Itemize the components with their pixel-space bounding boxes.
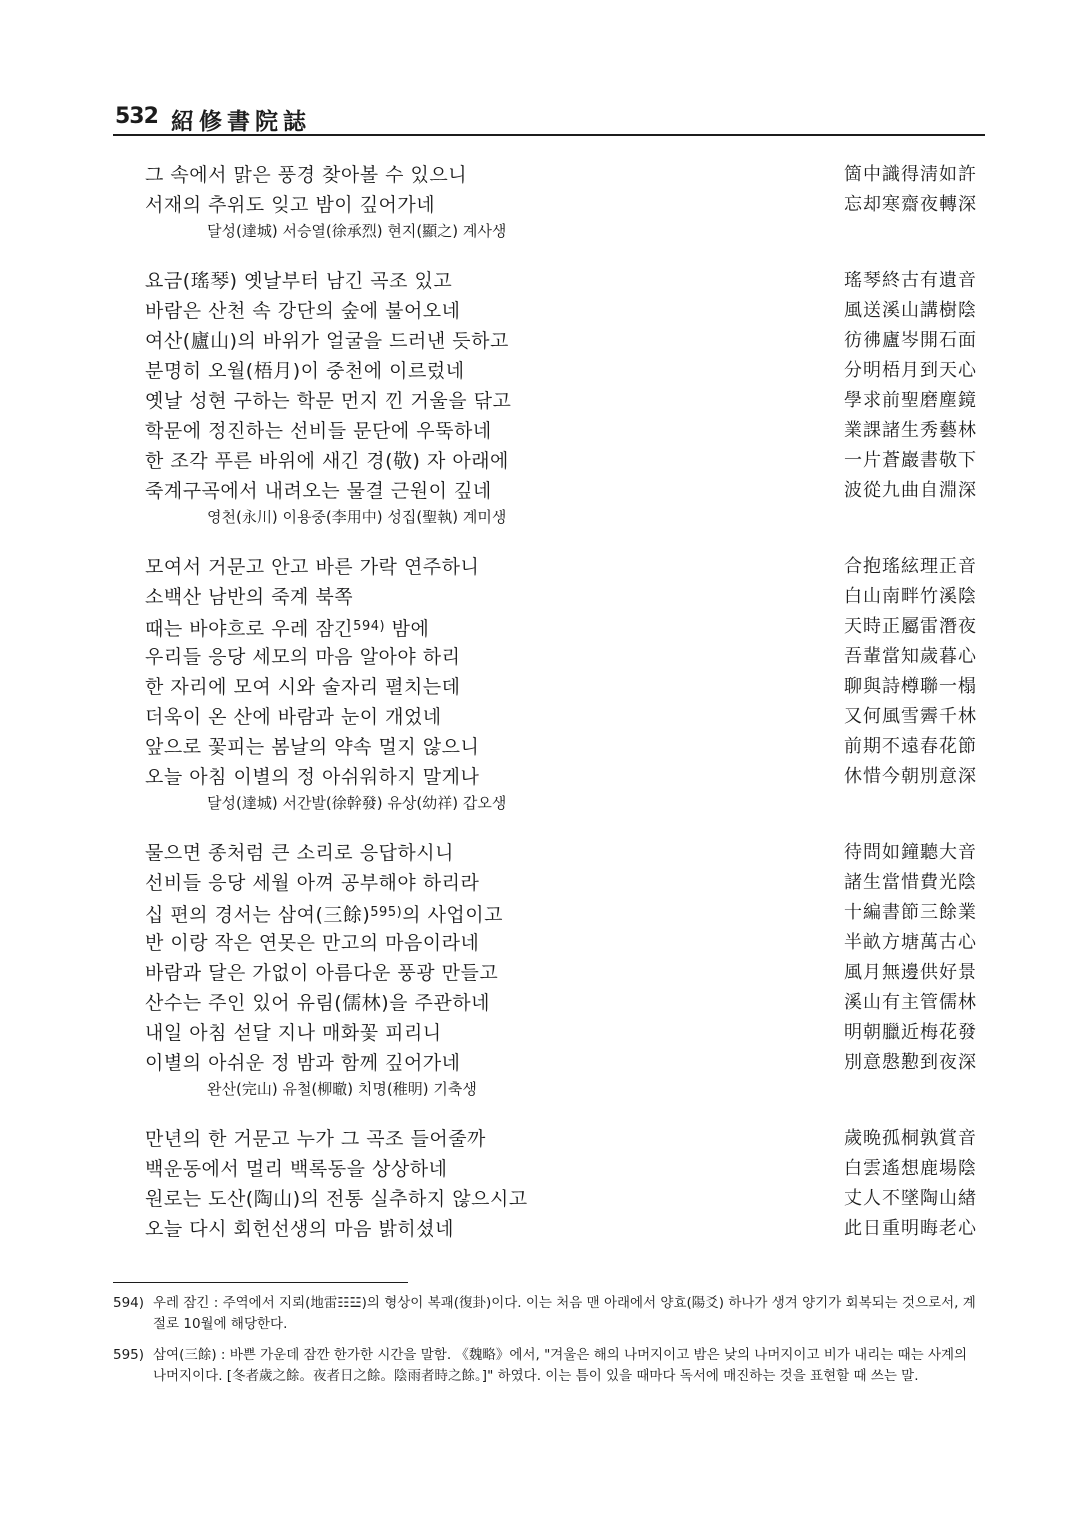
verse-line: [145, 988, 977, 1018]
classical-chinese-verse: 聊與詩樽聯一榻: [844, 676, 977, 697]
footnote-ref: 595): [370, 905, 403, 920]
verse-line: [145, 160, 977, 190]
verse-line: [145, 1154, 977, 1184]
korean-text: 분명히 오월(梧月)이 중천에 이르렀네: [145, 360, 465, 382]
korean-translation: [145, 958, 498, 988]
korean-text: 바람은 산천 속 강단의 숲에 불어오네: [145, 300, 461, 322]
korean-translation: [145, 446, 509, 476]
verse-line: [145, 898, 977, 928]
verse-line: [145, 762, 977, 792]
korean-translation: [145, 266, 452, 296]
korean-translation: [145, 1048, 461, 1078]
korean-translation: [145, 702, 442, 732]
poem-block: [145, 552, 977, 816]
korean-text: 옛날 성현 구하는 학문 먼지 낀 거울을 닦고: [145, 390, 512, 412]
verse-line: [145, 1048, 977, 1078]
korean-translation: [145, 1154, 447, 1184]
korean-text: 한 조각 푸른 바위에 새긴 경(敬) 자 아래에: [145, 450, 509, 472]
korean-text: 내일 아침 섣달 지나 매화꽃 피리니: [145, 1022, 442, 1044]
korean-text: 반 이랑 작은 연못은 만고의 마음이라네: [145, 932, 480, 954]
classical-chinese-verse: 十編書節三餘業: [844, 902, 977, 923]
classical-chinese-verse: 合抱瑤絃理正音: [844, 556, 977, 577]
classical-chinese-verse: 待問如鐘聽大音: [844, 842, 977, 863]
poem-block: [145, 266, 977, 530]
poem-author: 달성(達城) 서승열(徐承烈) 현지(顯之) 계사생: [207, 222, 507, 240]
classical-chinese-verse: 吾輩當知歲暮心: [844, 646, 977, 667]
verse-line: [145, 612, 977, 642]
poem-content: [145, 160, 977, 1266]
classical-chinese-verse: 明朝臘近梅花發: [844, 1022, 977, 1043]
verse-line: [145, 732, 977, 762]
footnote-text: 우레 잠긴 : 주역에서 지뢰(地雷☷☳)의 형상이 복괘(復卦)이다. 이는 처음 맨 아래에서 양효(陽爻) 하나가 생겨 양기가 회복되는 것으로서, 계절로 10월에 해당한다.: [153, 1295, 976, 1332]
korean-text: 여산(廬山)의 바위가 얼굴을 드러낸 듯하고: [145, 330, 509, 352]
verse-line: [145, 642, 977, 672]
korean-text: 오늘 아침 이별의 정 아쉬워하지 말게나: [145, 766, 480, 788]
classical-chinese-verse: 白山南畔竹溪陰: [844, 586, 977, 607]
verse-line: [145, 446, 977, 476]
verse-line: [145, 552, 977, 582]
korean-text: 앞으로 꽃피는 봄날의 약속 멀지 않으니: [145, 736, 480, 758]
korean-text-cont: 밤에: [385, 618, 430, 640]
korean-text: 죽계구곡에서 내려오는 물결 근원이 깊네: [145, 480, 492, 502]
poem-block: [145, 1124, 977, 1244]
classical-chinese-verse: 學求前聖磨塵鏡: [844, 390, 977, 411]
verse-line: [145, 386, 977, 416]
korean-translation: [145, 732, 479, 762]
book-title: 紹修書院誌: [171, 108, 311, 135]
footnote-594: [113, 1293, 983, 1335]
korean-translation: [145, 988, 490, 1018]
korean-translation: [145, 582, 353, 612]
classical-chinese-verse: 諸生當惜費光陰: [844, 872, 977, 893]
verse-line: [145, 582, 977, 612]
page-number: 532: [115, 104, 158, 129]
korean-text: 바람과 달은 가없이 아름다운 풍광 만들고: [145, 962, 499, 984]
korean-text: 학문에 정진하는 선비들 문단에 우뚝하네: [145, 420, 492, 442]
poem-block: [145, 838, 977, 1102]
verse-line: [145, 476, 977, 506]
korean-translation: [145, 326, 509, 356]
classical-chinese-verse: 丈人不墜陶山緖: [844, 1188, 977, 1209]
korean-text: 소백산 남반의 죽계 북쪽: [145, 586, 354, 608]
classical-chinese-verse: 白雲遙想鹿場陰: [844, 1158, 977, 1179]
verse-line: [145, 266, 977, 296]
korean-text: 원로는 도산(陶山)의 전통 실추하지 않으시고: [145, 1188, 528, 1210]
classical-chinese-verse: 歲晩孤桐孰賞音: [844, 1128, 977, 1149]
korean-translation: [145, 356, 465, 386]
verse-line: [145, 190, 977, 220]
footnote-text: 삼여(三餘) : 바쁜 가운데 잠깐 한가한 시간을 말함. 《魏略》에서, "겨울은 해의 나머지이고 밤은 낮의 나머지이고 비가 내리는 때는 사계의 나머지이다. [冬者歲之餘。夜者日之餘。陰雨者時之餘。]" 하였다. 이는 틈이 있을 때마다 독서에 매진하는 것을 표현할 때 쓰는 말.: [153, 1347, 968, 1384]
korean-text: 만년의 한 거문고 누가 그 곡조 들어줄까: [145, 1128, 486, 1150]
korean-translation: [145, 476, 492, 506]
korean-translation: [145, 1184, 528, 1214]
korean-translation: [145, 1018, 442, 1048]
classical-chinese-verse: 此日重明晦老心: [844, 1218, 977, 1239]
korean-translation: [145, 642, 461, 672]
korean-translation: [145, 552, 479, 582]
footnote-ref: 594): [353, 619, 386, 634]
korean-text: 그 속에서 맑은 풍경 찾아볼 수 있으니: [145, 164, 468, 186]
classical-chinese-verse: 半畝方塘萬古心: [844, 932, 977, 953]
classical-chinese-verse: 一片蒼巖書敬下: [844, 450, 977, 471]
classical-chinese-verse: 天時正屬雷潛夜: [844, 616, 977, 637]
poem-author: 완산(完山) 유철(柳㬚) 치명(稚明) 기축생: [207, 1080, 477, 1098]
classical-chinese-verse: 又何風雪霽千林: [844, 706, 977, 727]
verse-line: [145, 416, 977, 446]
korean-text: 산수는 주인 있어 유림(儒林)을 주관하네: [145, 992, 490, 1014]
poem-block: [145, 160, 977, 244]
korean-text: 십 편의 경서는 삼여(三餘): [145, 904, 371, 926]
classical-chinese-verse: 別意慇懃到夜深: [844, 1052, 977, 1073]
korean-text: 한 자리에 모여 시와 술자리 펼치는데: [145, 676, 461, 698]
verse-line: [145, 868, 977, 898]
korean-text: 서재의 추위도 잊고 밤이 깊어가네: [145, 194, 436, 216]
verse-line: [145, 296, 977, 326]
verse-line: [145, 1018, 977, 1048]
poem-author: 달성(達城) 서간발(徐幹發) 유상(幼祥) 갑오생: [207, 794, 507, 812]
korean-text: 백운동에서 멀리 백록동을 상상하네: [145, 1158, 448, 1180]
classical-chinese-verse: 風月無邊供好景: [844, 962, 977, 983]
korean-text: 모여서 거문고 안고 바른 가락 연주하니: [145, 556, 480, 578]
footnotes: [113, 1282, 983, 1397]
classical-chinese-verse: 波從九曲自淵深: [844, 480, 977, 501]
korean-text: 우리들 응당 세모의 마음 알아야 하리: [145, 646, 461, 668]
korean-translation: [145, 898, 503, 930]
korean-translation: [145, 762, 479, 792]
classical-chinese-verse: 分明梧月到天心: [844, 360, 977, 381]
verse-line: [145, 1124, 977, 1154]
verse-line: [145, 356, 977, 386]
poem-author: 영천(永川) 이용중(李用中) 성집(聖執) 계미생: [207, 508, 507, 526]
verse-line: [145, 1214, 977, 1244]
verse-line: [145, 672, 977, 702]
korean-text: 때는 바야흐로 우레 잠긴: [145, 618, 354, 640]
classical-chinese-verse: 前期不遠春花節: [844, 736, 977, 757]
verse-line: [145, 838, 977, 868]
korean-translation: [145, 1214, 454, 1244]
classical-chinese-verse: 瑤琴終古有遺音: [844, 270, 977, 291]
korean-translation: [145, 1124, 486, 1154]
verse-line: [145, 1184, 977, 1214]
korean-translation: [145, 386, 511, 416]
korean-text: 물으면 종처럼 큰 소리로 응답하시니: [145, 842, 454, 864]
classical-chinese-verse: 業課諸生秀藝林: [844, 420, 977, 441]
classical-chinese-verse: 彷彿廬岑開石面: [844, 330, 977, 351]
korean-translation: [145, 838, 454, 868]
korean-text-cont: 의 사업이고: [402, 904, 503, 926]
footnote-number: 595): [113, 1347, 145, 1363]
korean-text: 요금(瑤琴) 옛날부터 남긴 곡조 있고: [145, 270, 453, 292]
verse-line: [145, 326, 977, 356]
classical-chinese-verse: 風送溪山講樹陰: [844, 300, 977, 321]
korean-translation: [145, 868, 479, 898]
page-header: [113, 100, 985, 136]
korean-text: 더욱이 온 산에 바람과 눈이 개었네: [145, 706, 442, 728]
footnote-number: 594): [113, 1295, 145, 1311]
korean-text: 오늘 다시 회헌선생의 마음 밝히셨네: [145, 1218, 454, 1240]
korean-translation: [145, 612, 429, 644]
classical-chinese-verse: 溪山有主管儒林: [844, 992, 977, 1013]
korean-translation: [145, 416, 492, 446]
footnote-divider: [113, 1282, 408, 1283]
footnote-595: [113, 1345, 983, 1387]
korean-text: 선비들 응당 세월 아껴 공부해야 하리라: [145, 872, 480, 894]
classical-chinese-verse: 休惜今朝別意深: [844, 766, 977, 787]
verse-line: [145, 702, 977, 732]
korean-translation: [145, 928, 479, 958]
korean-translation: [145, 190, 435, 220]
korean-translation: [145, 296, 461, 326]
classical-chinese-verse: 箇中識得淸如許: [844, 164, 977, 185]
classical-chinese-verse: 忘却寒齋夜轉深: [844, 194, 977, 215]
verse-line: [145, 928, 977, 958]
verse-line: [145, 958, 977, 988]
korean-translation: [145, 672, 461, 702]
korean-translation: [145, 160, 467, 190]
korean-text: 이별의 아쉬운 정 밤과 함께 깊어가네: [145, 1052, 461, 1074]
